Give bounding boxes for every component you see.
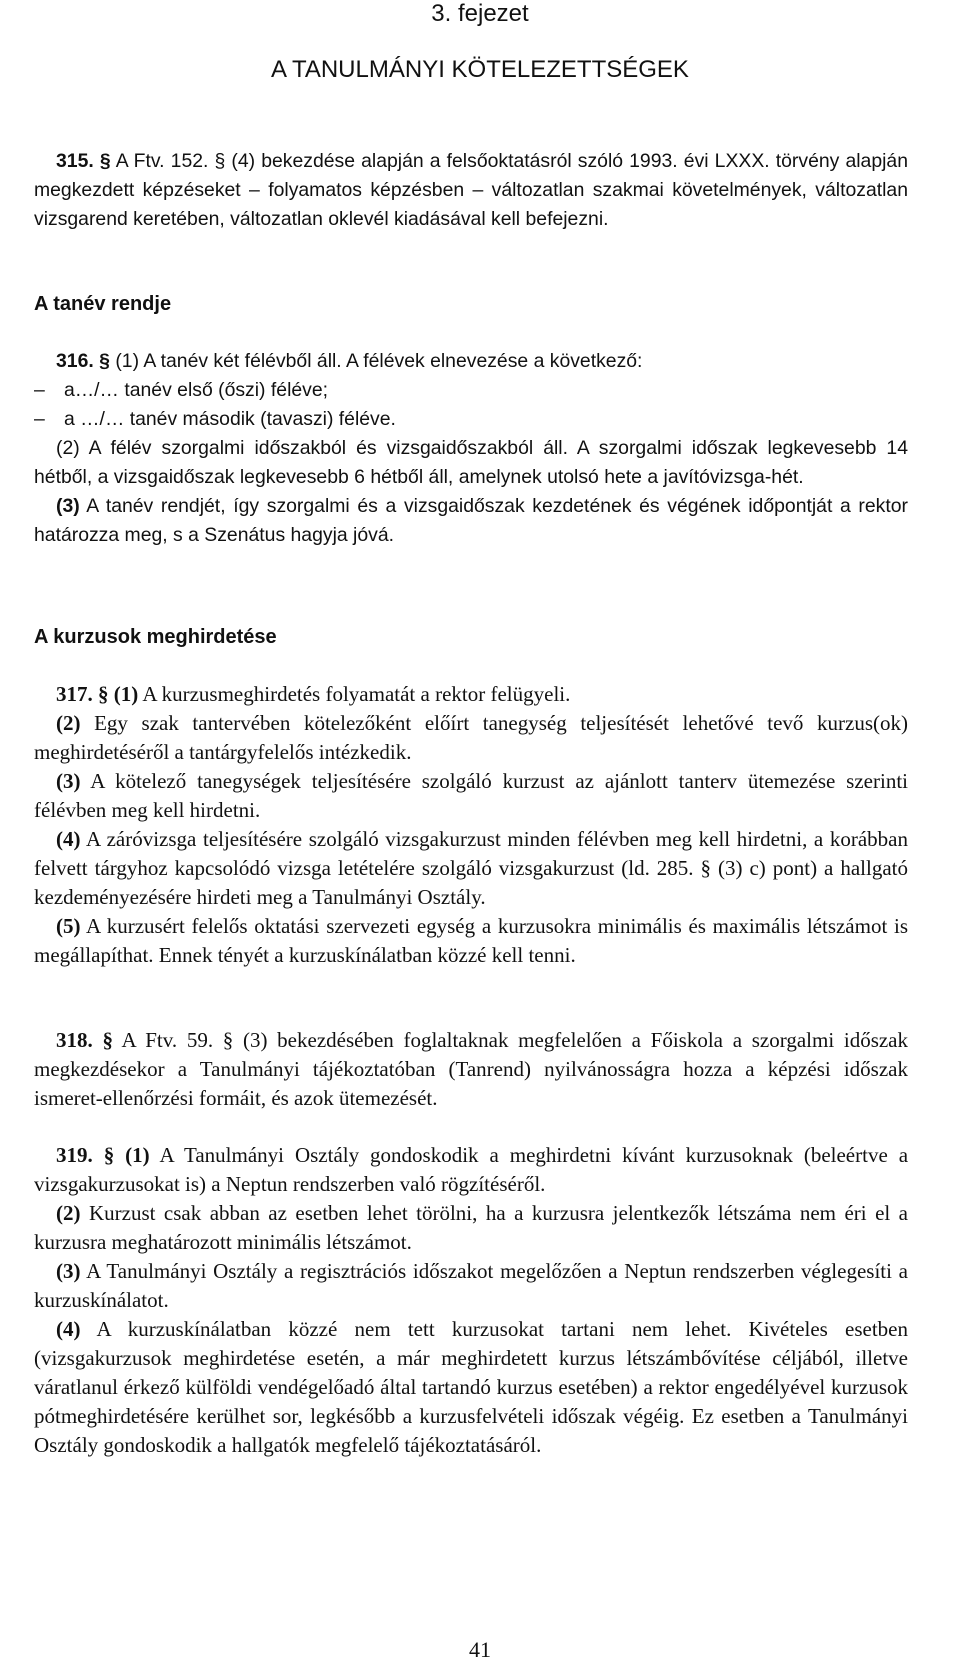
list-item	[34, 376, 908, 405]
section-317-para-5	[34, 912, 908, 970]
paragraph-text: A kurzuskínálatban közzé nem tett kurzusokat tartani nem lehet. Kivételes esetben (vizsgakurzusok meghirdetése esetén, a már meghirdetett kurzus létszámbővítése céljából, illetve váratlanul érkező külföldi vendégelőadó által tartandó kurzus esetében) a rektor engedélyével kurzusok pótmeghirdetésére kerülhet sor, legkésőbb a kurzusfelvételi időszak végéig. Ez esetben a Tanulmányi Osztály gondoskodik a hallgatók megfelelő tájékoztatásáról.	[34, 1317, 909, 1457]
section-number: 315.	[56, 150, 94, 172]
paragraph-text: A Tanulmányi Osztály gondoskodik a meghirdetni kívánt kurzusoknak (beleértve a vizsgakurzusokat is) a Neptun rendszerben való rögzítéséről.	[34, 1143, 909, 1196]
heading-kurzusok: A kurzusok meghirdetése	[34, 626, 277, 648]
list-item-text: a…/… tanév első (őszi) féléve;	[64, 379, 329, 401]
paragraph-number: (1)	[115, 350, 140, 372]
page-number: 41	[469, 1637, 491, 1662]
section-sign: §	[99, 350, 110, 372]
paragraph-number: (3)	[56, 495, 80, 517]
paragraph-number: (1)	[113, 682, 139, 706]
paragraph-number: (2)	[56, 437, 80, 459]
paragraph-number: (5)	[56, 914, 81, 938]
paragraph-number: (2)	[56, 1201, 81, 1225]
section-319	[34, 1141, 908, 1460]
section-319-para-3	[34, 1257, 908, 1315]
section-319-para-4	[34, 1315, 908, 1460]
paragraph-number: (2)	[56, 711, 81, 735]
section-sign: §	[99, 150, 111, 172]
paragraph-text: A záróvizsga teljesítésére szolgáló vizsgakurzust minden félévben meg kell hirdetni, a korábban felvett tárgyhoz kapcsolódó vizsga letételére szolgáló vizsgakurzust (ld. 285. § (3) c) pont) a hallgató kezdeményezésére hirdeti meg a Tanulmányi Osztály.	[34, 827, 909, 909]
paragraph-number: (4)	[56, 1317, 81, 1341]
heading-tanev-rendje: A tanév rendje	[34, 293, 172, 315]
section-317-para-1	[34, 680, 908, 709]
section-sign: §	[102, 1028, 113, 1052]
list-item	[34, 405, 908, 434]
section-317	[34, 680, 908, 970]
section-316	[34, 347, 908, 550]
paragraph-number: (4)	[56, 827, 81, 851]
paragraph-text: A kötelező tanegységek teljesítésére szolgáló kurzust az ajánlott tanterv ütemezése szerinti félévben meg kell hirdetni.	[34, 769, 908, 822]
section-316-para-2	[34, 434, 908, 492]
section-315-body	[34, 147, 908, 234]
section-318-body	[34, 1026, 908, 1113]
list-item-text: a …/… tanév második (tavaszi) féléve.	[64, 408, 396, 430]
section-319-para-1	[34, 1141, 908, 1199]
chapter-title: A TANULMÁNYI KÖTELEZETTSÉGEK	[271, 56, 689, 83]
section-number: 316.	[56, 350, 94, 372]
section-sign: §	[98, 682, 109, 706]
section-number: 318.	[56, 1028, 93, 1052]
section-text: A Ftv. 152. § (4) bekezdése alapján a felsőoktatásról szóló 1993. évi LXXX. törvény alapján megkezdett képzéseket – folyamatos képzésben – változatlan szakmai követelmények, változatlan vizsgarend keretében, változatlan oklevél kiadásával kell befejezni.	[34, 150, 908, 230]
paragraph-text: A félév szorgalmi időszakból és vizsgaidőszakból áll. A szorgalmi időszak legkevesebb 14 hétből, a vizsgaidőszak legkevesebb 6 hétből áll, amelynek utolsó hete a javítóvizsga-hét.	[34, 437, 908, 488]
section-317-para-4	[34, 825, 908, 912]
paragraph-text: A Tanulmányi Osztály a regisztrációs időszakot megelőzően a Neptun rendszerben véglegesíti a kurzuskínálatot.	[34, 1259, 908, 1312]
section-number: 317.	[56, 682, 93, 706]
dash-bullet: –	[34, 408, 45, 430]
paragraph-text: A kurzusért felelős oktatási szervezeti egység a kurzusokra minimális és maximális létszámot is megállapíthat. Ennek tényét a kurzuskínálatban közzé kell tenni.	[34, 914, 908, 967]
dash-bullet: –	[34, 379, 45, 401]
section-317-para-2	[34, 709, 908, 767]
section-number: 319.	[56, 1143, 93, 1167]
paragraph-text: Egy szak tantervében kötelezőként előírt tanegység teljesítését lehetővé tevő kurzus(ok) meghirdetéséről a tantárgyfelelős intézkedik.	[34, 711, 908, 764]
paragraph-number: (3)	[56, 769, 81, 793]
paragraph-number: (3)	[56, 1259, 81, 1283]
section-text: A Ftv. 59. § (3) bekezdésében foglaltaknak megfelelően a Főiskola a szorgalmi időszak megkezdésekor a Tanulmányi tájékoztatóban (Tanrend) nyilvánosságra hozza a képzési időszak ismeret-ellenőrzési formáit, és azok ütemezését.	[34, 1028, 909, 1110]
section-sign: §	[103, 1143, 115, 1167]
section-317-para-3	[34, 767, 908, 825]
paragraph-text: A tanév rendjét, így szorgalmi és a vizsgaidőszak kezdetének és végének időpontját a rektor határozza meg, s a Szenátus hagyja jóvá.	[34, 495, 908, 546]
section-316-para-1	[34, 347, 908, 376]
section-315	[34, 147, 908, 234]
paragraph-text: A kurzusmeghirdetés folyamatát a rektor felügyeli.	[142, 682, 571, 706]
chapter-number: 3. fejezet	[431, 0, 529, 27]
section-318	[34, 1026, 908, 1113]
paragraph-number: (1)	[125, 1143, 150, 1167]
paragraph-text: Kurzust csak abban az esetben lehet törölni, ha a kurzusra jelentkezők létszáma nem éri el a kurzusra meghatározott minimális létszámot.	[34, 1201, 909, 1254]
section-316-para-3	[34, 492, 908, 550]
section-319-para-2	[34, 1199, 908, 1257]
paragraph-text: A tanév két félévből áll. A félévek elnevezése a következő:	[143, 350, 643, 372]
